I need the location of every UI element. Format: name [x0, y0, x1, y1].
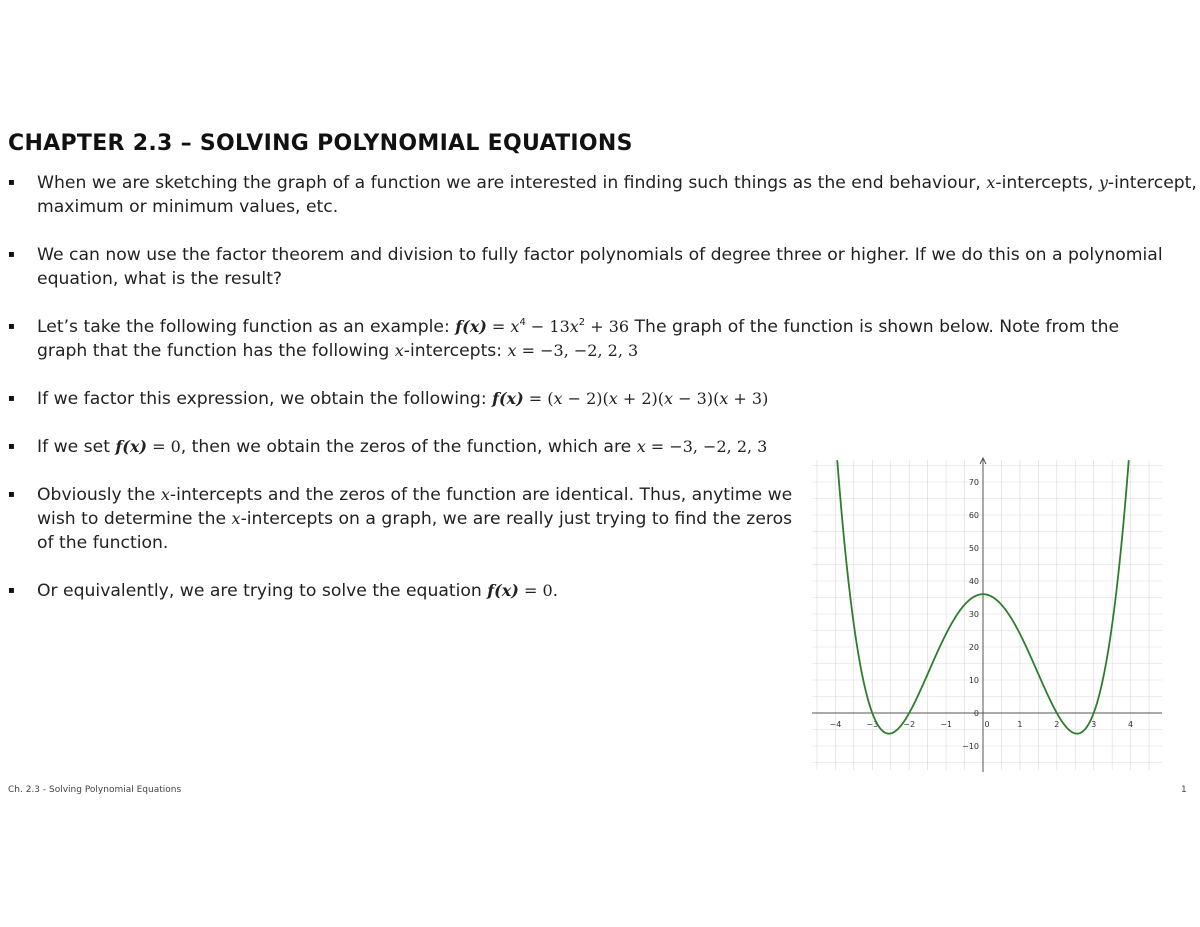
- bullet-text: [37, 435, 767, 459]
- math-run: x: [510, 317, 520, 336]
- page-number: 1: [1181, 785, 1187, 795]
- math-run: = (: [523, 389, 554, 408]
- text-run: -intercepts:: [403, 341, 508, 361]
- bullet-marker: ▪: [8, 321, 15, 332]
- y-tick-label: 30: [968, 610, 979, 619]
- math-run: x: [719, 389, 729, 408]
- x-tick-label: 2: [1054, 720, 1060, 729]
- footer-chapter: Ch. 2.3 - Solving Polynomial Equations: [8, 785, 182, 795]
- text-run: -intercept,: [1107, 173, 1197, 193]
- bullet-marker: ▪: [8, 489, 15, 500]
- text-run: If we set: [37, 437, 116, 457]
- bullet-line: [37, 171, 1197, 195]
- math-run: = −3, −2, 2, 3: [516, 341, 639, 360]
- math-run: f(x): [455, 317, 487, 336]
- bullet-text: [37, 387, 768, 411]
- x-tick-label: 3: [1091, 720, 1097, 729]
- text-run: When we are sketching the graph of a function we are interested in finding such things as the end behaviour,: [37, 173, 987, 193]
- text-run: wish to determine the: [37, 509, 232, 529]
- y-tick-label: 60: [968, 511, 979, 520]
- bullet-line: [37, 435, 767, 459]
- x-tick-label: −4: [829, 720, 842, 729]
- text-run: -intercepts on a graph, we are really just trying to find the zeros: [240, 509, 793, 529]
- text-run: -intercepts,: [995, 173, 1099, 193]
- function-graph: [808, 456, 1166, 772]
- math-run: 4: [519, 317, 526, 328]
- text-run: graph that the function has the following: [37, 341, 395, 361]
- x-tick-label: −3: [866, 720, 879, 729]
- math-run: =: [486, 317, 511, 336]
- math-run: f(x): [115, 437, 147, 456]
- y-tick-label: 50: [968, 544, 979, 553]
- bullet-text: [37, 579, 558, 603]
- bullet-text: [37, 315, 1119, 363]
- y-tick-label: 70: [968, 478, 979, 487]
- bullet-line: [37, 339, 1119, 363]
- text-run: .: [552, 581, 559, 601]
- text-run: Let’s take the following function as an example:: [37, 317, 456, 337]
- math-run: x: [986, 173, 996, 192]
- math-run: + 3): [728, 389, 769, 408]
- math-run: x: [636, 437, 646, 456]
- math-run: f(x): [492, 389, 524, 408]
- text-run: equation, what is the result?: [37, 269, 283, 289]
- math-run: x: [507, 341, 517, 360]
- bullet-line: [37, 483, 792, 507]
- x-tick-label: 4: [1128, 720, 1134, 729]
- chapter-title: CHAPTER 2.3 – SOLVING POLYNOMIAL EQUATIONS: [8, 131, 633, 156]
- x-tick-label: −1: [940, 720, 952, 729]
- bullet-marker: ▪: [8, 585, 15, 596]
- bullet-text: [37, 243, 1163, 291]
- text-run: , then we obtain the zeros of the function, which are: [180, 437, 637, 457]
- text-run: of the function.: [37, 533, 169, 553]
- y-tick-label: 40: [968, 577, 979, 586]
- math-run: y: [1098, 173, 1108, 192]
- text-run: -intercepts and the zeros of the function are identical. Thus, anytime we: [169, 485, 793, 505]
- y-tick-label: 10: [968, 676, 979, 685]
- bullet-line: [37, 507, 792, 531]
- math-run: x: [553, 389, 563, 408]
- x-tick-label: 1: [1017, 720, 1023, 729]
- text-run: Obviously the: [37, 485, 161, 505]
- bullet-line: [37, 579, 558, 603]
- math-run: x: [608, 389, 618, 408]
- math-run: x: [160, 485, 170, 504]
- bullet-line: [37, 387, 768, 411]
- text-run: maximum or minimum values, etc.: [37, 197, 339, 217]
- math-run: + 2)(: [617, 389, 665, 408]
- bullet-line: [37, 315, 1119, 339]
- y-tick-label: 20: [968, 643, 979, 652]
- math-run: f(x): [487, 581, 519, 600]
- bullet-text: [37, 483, 792, 555]
- math-run: x: [664, 389, 674, 408]
- math-run: = 0: [518, 581, 553, 600]
- math-run: = −3, −2, 2, 3: [645, 437, 768, 456]
- bullet-marker: ▪: [8, 393, 15, 404]
- y-tick-label: −10: [962, 742, 979, 751]
- bullet-line: [37, 243, 1163, 267]
- math-run: − 13: [525, 317, 570, 336]
- bullet-line: [37, 267, 1163, 291]
- bullet-marker: ▪: [8, 441, 15, 452]
- text-run: We can now use the factor theorem and division to fully factor polynomials of degree three or higher. If we do this on a polynomial: [37, 245, 1163, 265]
- y-tick-label: 0: [973, 709, 979, 718]
- bullet-line: [37, 531, 792, 555]
- math-run: x: [231, 509, 241, 528]
- text-run: If we factor this expression, we obtain the following:: [37, 389, 493, 409]
- x-tick-label: −2: [903, 720, 916, 729]
- x-tick-label: 0: [984, 720, 990, 729]
- bullet-text: [37, 171, 1197, 219]
- bullet-marker: ▪: [8, 177, 15, 188]
- math-run: x: [569, 317, 579, 336]
- math-run: 2: [578, 317, 586, 328]
- text-run: The graph of the function is shown below. Note from the: [629, 317, 1120, 337]
- math-run: − 2)(: [562, 389, 609, 408]
- math-run: x: [394, 341, 404, 360]
- bullet-line: [37, 195, 1197, 219]
- bullet-marker: ▪: [8, 249, 15, 260]
- text-run: Or equivalently, we are trying to solve the equation: [37, 581, 488, 601]
- math-run: + 36: [585, 317, 630, 336]
- math-run: − 3)(: [673, 389, 720, 408]
- math-run: = 0: [146, 437, 181, 456]
